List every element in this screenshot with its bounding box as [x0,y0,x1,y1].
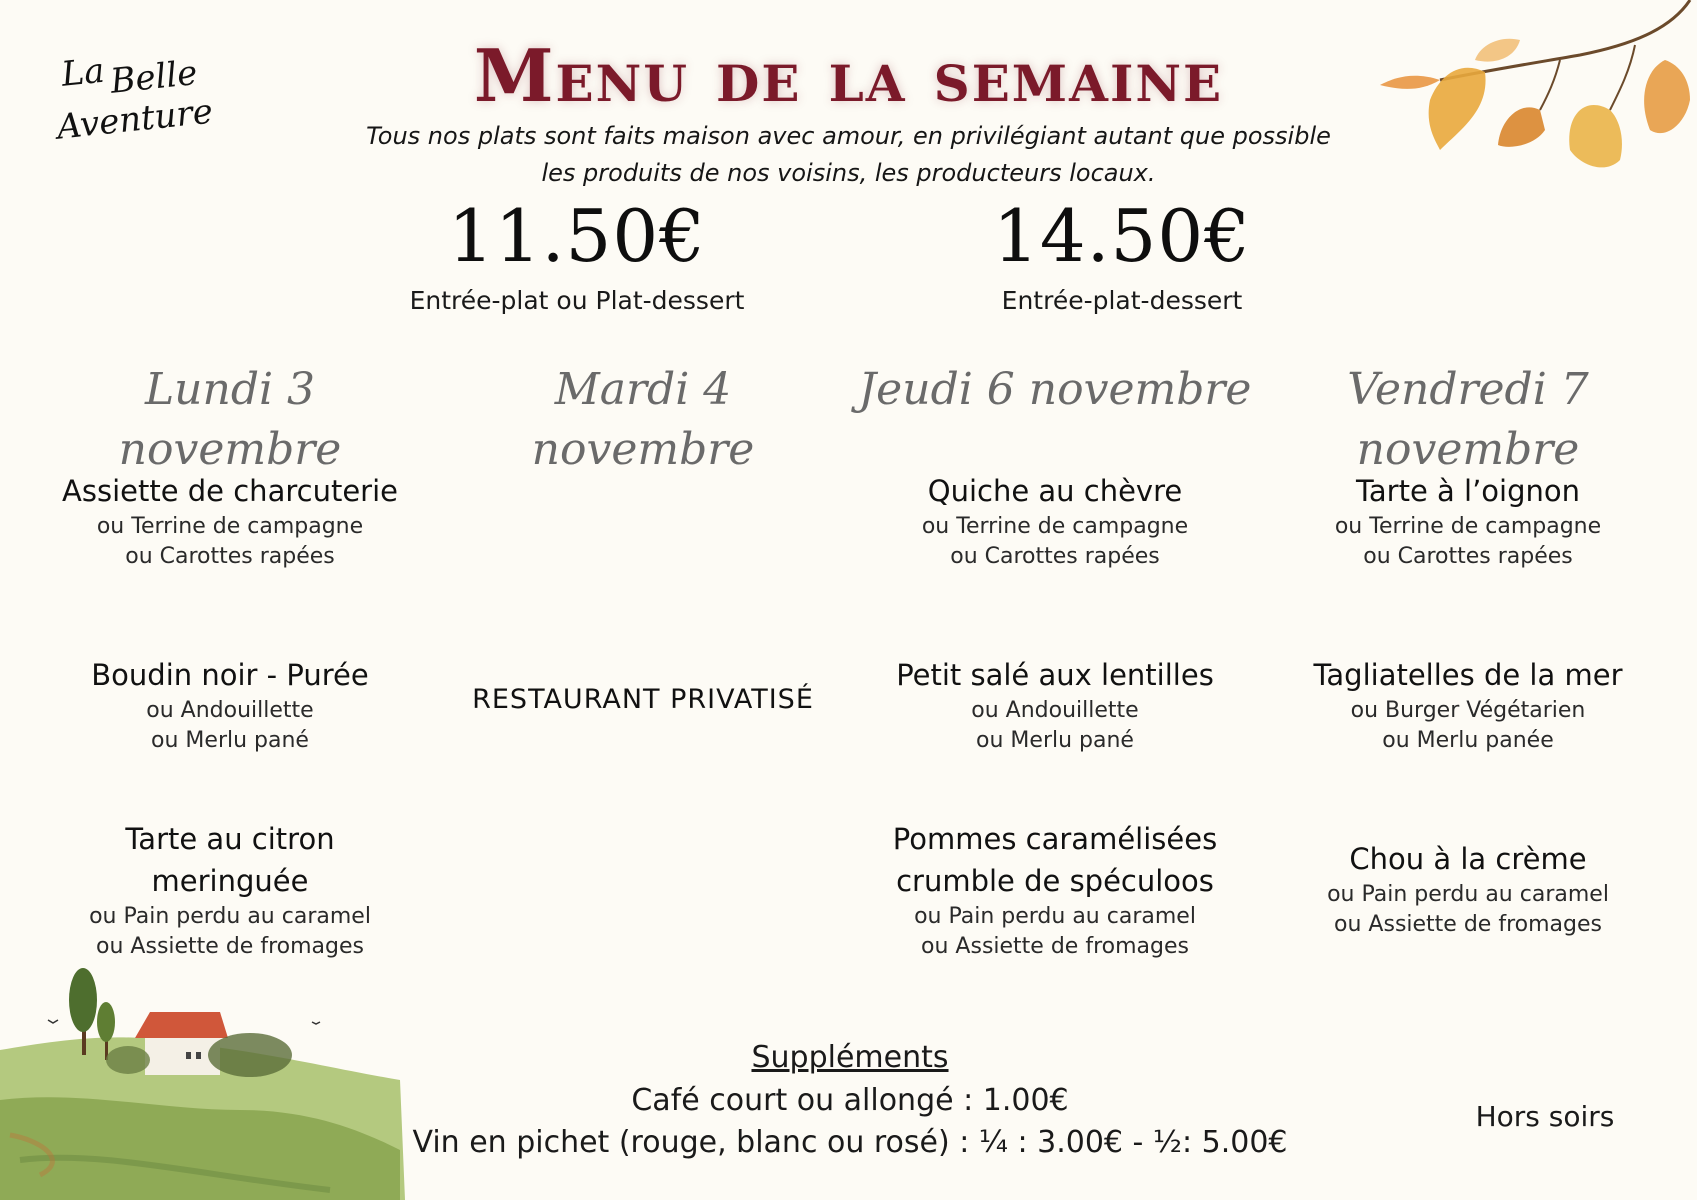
countryside-house-illustration [0,960,410,1200]
starter-course [30,470,430,572]
dish-alt: ou Merlu pané [976,728,1134,753]
logo-line-2: Belle [108,52,200,102]
supplement-coffee: Café court ou allongé : 1.00€ [631,1083,1069,1118]
subtitle-line-2: les produits de nos voisins, les producteurs locaux. [541,159,1156,187]
price-description: Entrée-plat-dessert [1001,286,1243,315]
starter-main: Quiche au chèvre [927,474,1183,508]
dessert-course [1268,838,1668,940]
logo-line-3: Aventure [54,91,215,148]
dessert-main: crumble de spéculoos [896,864,1214,898]
starter-alt: ou Terrine de campagne [1334,514,1602,539]
starter-course [1268,470,1668,572]
logo-line-1: La [59,50,107,95]
starter-main: Tarte à l’oignon [1355,474,1580,508]
price-value: 14.50€ [993,194,1251,278]
subtitle-line-1: Tous nos plats sont faits maison avec amour, en privilégiant autant que possible [366,122,1331,150]
leaf-icon [1644,60,1690,133]
dish-main: Tagliatelles de la mer [1313,658,1623,692]
starter-alt: ou Carottes rapées [1363,544,1573,569]
leaf-icon [1380,76,1440,89]
starter-alt: ou Terrine de campagne [96,514,364,539]
price-formula-short [367,194,787,315]
supplement-wine: Vin en pichet (rouge, blanc ou rosé) : ¼ : 3.00€ - ½: 5.00€ [412,1125,1288,1160]
dish-alt: ou Merlu pané [151,728,309,753]
dessert-main: Tarte au citron [125,822,335,856]
dessert-alt: ou Pain perdu au caramel [89,904,371,929]
dessert-alt: ou Assiette de fromages [96,934,364,959]
starter-course [855,470,1255,572]
price-description: Entrée-plat ou Plat-dessert [409,286,745,315]
starter-alt: ou Terrine de campagne [921,514,1189,539]
price-value: 11.50€ [448,194,706,278]
page-title: Menu de la semaine [473,33,1224,118]
hours-note: Hors soirs [1475,1100,1615,1133]
supplements-section [380,1036,1320,1164]
dessert-alt: ou Assiette de fromages [1334,912,1602,937]
dessert-alt: ou Pain perdu au caramel [1327,882,1609,907]
leaf-icon [1569,105,1622,167]
starter-alt: ou Carottes rapées [950,544,1160,569]
day-column-thursday [855,360,1255,959]
day-heading: Jeudi 6 novembre [858,364,1252,415]
leaf-icon [1498,107,1545,147]
dessert-course [855,818,1255,962]
day-column-monday [30,360,430,959]
dish-alt: ou Burger Végétarien [1350,698,1586,723]
dessert-main: Pommes caramélisées [892,822,1218,856]
dish-main: Boudin noir - Purée [91,658,369,692]
dessert-main: meringuée [151,864,309,898]
leaf-icon [1475,39,1520,62]
dessert-main: Chou à la crème [1349,842,1587,876]
day-column-tuesday [443,360,843,475]
dish-alt: ou Andouillette [146,698,314,723]
day-heading: Mardi 4 novembre [531,364,755,475]
dish-alt: ou Andouillette [971,698,1139,723]
dish-alt: ou Merlu panée [1382,728,1554,753]
dish-main: Petit salé aux lentilles [896,658,1214,692]
supplements-title: Suppléments [751,1040,949,1075]
main-course [1268,654,1668,756]
day-heading: Lundi 3 novembre [118,364,342,475]
starter-main: Assiette de charcuterie [62,474,398,508]
day-column-friday [1268,360,1668,937]
dessert-alt: ou Pain perdu au caramel [914,904,1196,929]
main-course [30,654,430,756]
dessert-alt: ou Assiette de fromages [921,934,1189,959]
closed-notice: RESTAURANT PRIVATISÉ [472,684,814,715]
price-formula-full [912,194,1332,315]
dessert-course [30,818,430,962]
autumn-leaves-illustration [1380,0,1697,185]
main-course [855,654,1255,756]
starter-alt: ou Carottes rapées [125,544,335,569]
day-heading: Vendredi 7 novembre [1347,364,1589,475]
